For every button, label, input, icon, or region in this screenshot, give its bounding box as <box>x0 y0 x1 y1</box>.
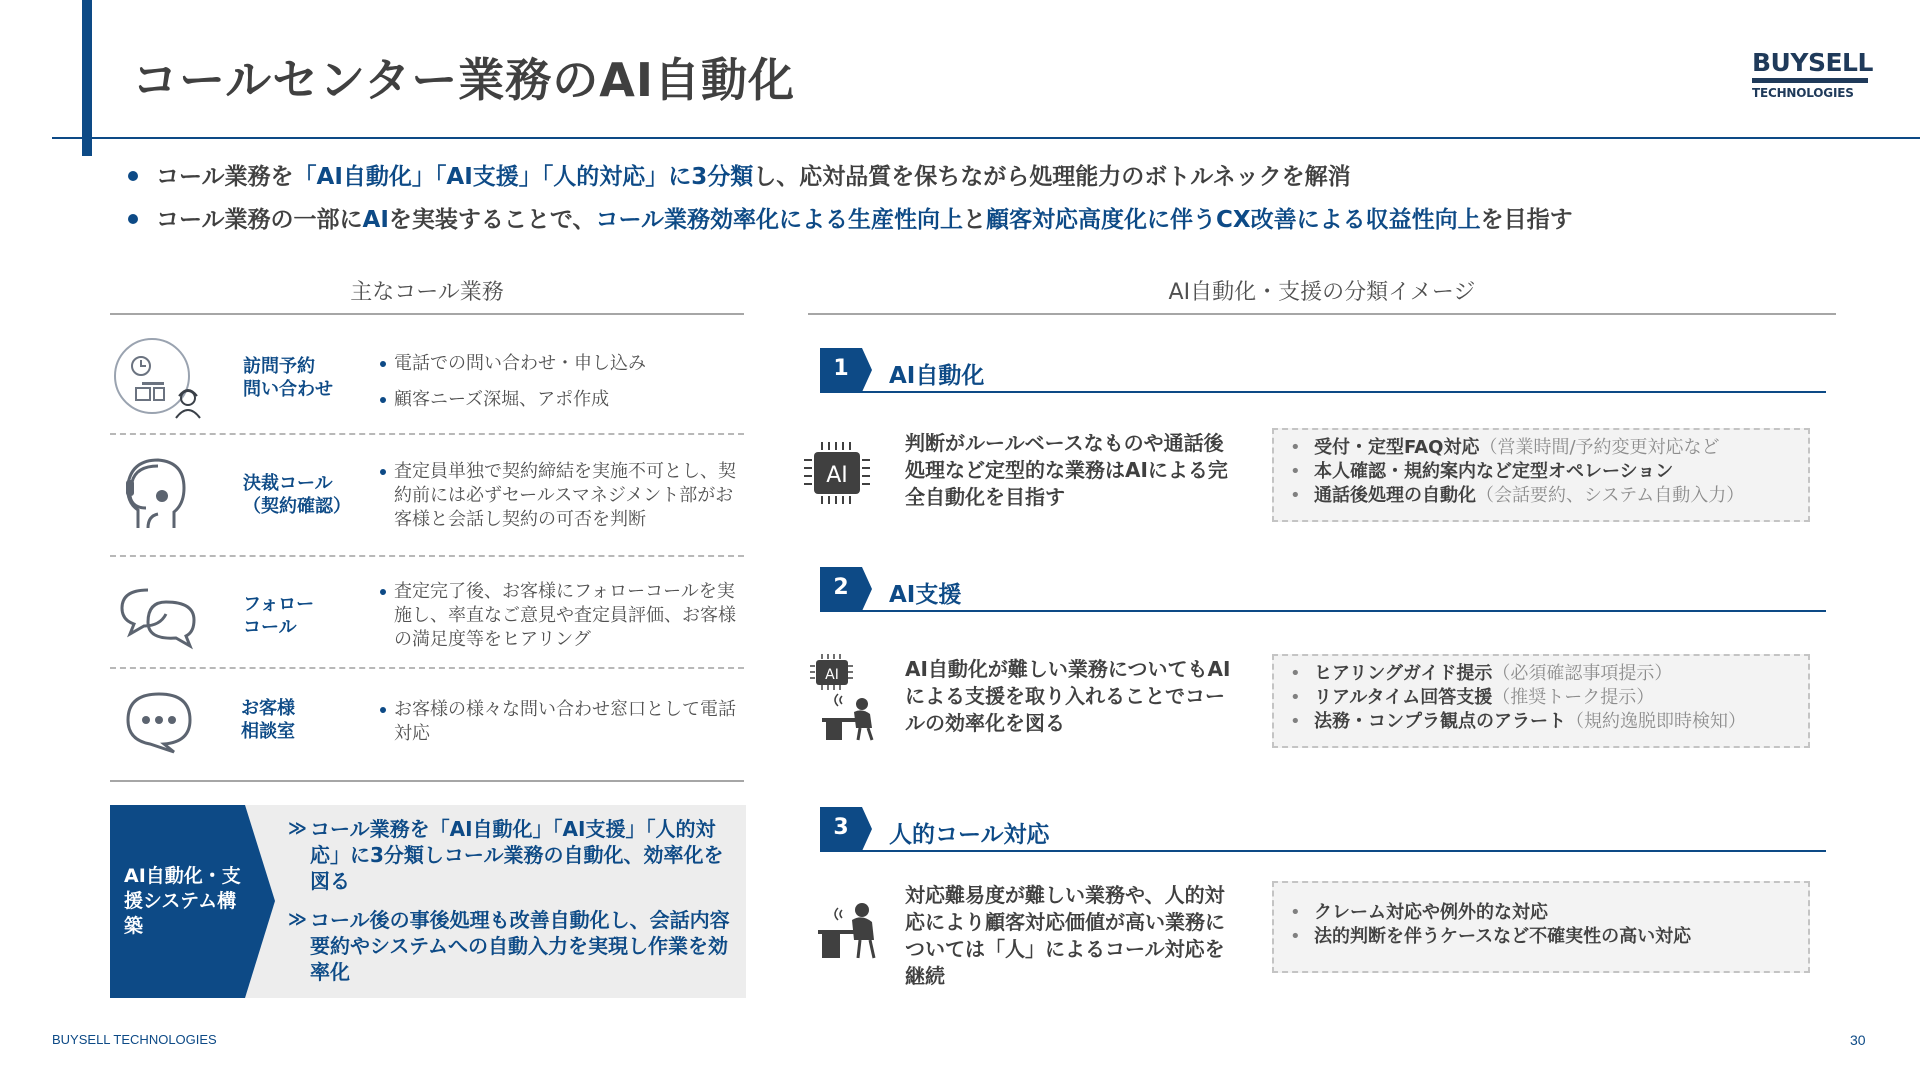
bullet-dot <box>128 171 138 181</box>
header-divider <box>52 137 1920 139</box>
bullet-text-run: コール業務の一部に <box>156 207 363 233</box>
left-heading-line <box>110 313 744 315</box>
category-3-example-2 <box>1288 925 1796 949</box>
row-2-desc <box>380 460 740 532</box>
category-2-example-1 <box>1288 662 1796 686</box>
row-4-name-line-1: お客様 <box>241 698 295 719</box>
row-1-name-line-1: 訪問予約 <box>243 356 315 377</box>
title-accent-bar <box>82 0 92 156</box>
example-main: 通話後処理の自動化 <box>1314 485 1476 506</box>
row-divider <box>110 555 744 557</box>
page-number: 30 <box>1850 1032 1866 1048</box>
double-chevron-icon: ≫ <box>288 818 307 839</box>
human-operator-icon <box>814 896 880 960</box>
category-1-example-3 <box>1288 484 1796 508</box>
row-divider <box>110 667 744 669</box>
row-2-name <box>243 472 351 518</box>
row-divider <box>110 433 744 435</box>
category-2-underline <box>820 610 1826 612</box>
highlight-text: 顧客対応高度化に伴うCX改善による収益性向上 <box>986 207 1481 233</box>
row-3-name-line-2: コール <box>243 617 297 638</box>
bullet-text-run: コール業務を <box>156 164 294 190</box>
row-3-name-line-1: フォロー <box>243 594 315 615</box>
row-4-desc-item-1: お客様の様々な問い合わせ窓口として電話対応 <box>380 698 740 746</box>
category-2-title: AI支援 <box>889 582 962 608</box>
category-3-examples <box>1272 881 1810 973</box>
row-1-name-line-2: 問い合わせ <box>243 379 333 400</box>
bullet-2-text <box>156 207 1573 233</box>
example-sub: （会話要約、システム自動入力） <box>1476 485 1745 506</box>
example-main: 受付・定型FAQ対応 <box>1314 437 1480 458</box>
highlight-text: 「AI自動化」「AI支援」「人的対応」に3分類 <box>293 164 754 190</box>
example-sub: （推奨トーク提示） <box>1492 687 1655 708</box>
ai-assisted-operator-icon <box>808 652 880 742</box>
row-3-name <box>243 593 314 639</box>
speech-bubble-dots-icon <box>124 690 194 754</box>
example-main: ヒアリングガイド提示 <box>1314 663 1493 684</box>
callout-tag-label: AI自動化・支援システム構築 <box>124 865 241 937</box>
summary-bullet-1 <box>128 158 1351 191</box>
category-2-example-2 <box>1288 686 1796 710</box>
category-3-desc: 対応難易度が難しい業務や、人的対応により顧客対応価値が高い業務については「人」によるコール対応を継続 <box>905 883 1225 988</box>
left-bottom-line <box>110 780 744 782</box>
highlight-text: コール業務効率化による生産性向上 <box>595 207 963 233</box>
category-2-example-3 <box>1288 710 1796 734</box>
row-2-name-line-2: （契約確認） <box>243 496 351 517</box>
example-main: クレーム対応や例外的な対応 <box>1314 902 1548 923</box>
row-4-name-line-2: 相談室 <box>241 721 295 742</box>
callout-item-1-text: コール業務を「AI自動化」「AI支援」「人的対応」に3分類しコール業務の自動化、効率化を図る <box>310 817 724 893</box>
company-logo <box>1752 48 1873 100</box>
row-1-desc <box>380 352 740 412</box>
category-1-desc: 判断がルールベースなものや通話後処理など定型的な業務はAIによる完全自動化を目指す <box>905 431 1228 509</box>
category-1-examples <box>1272 428 1810 522</box>
category-1-title: AI自動化 <box>889 363 985 389</box>
category-1-underline <box>820 391 1826 393</box>
highlight-text: AI <box>362 207 389 233</box>
category-1-example-2 <box>1288 460 1796 484</box>
callout-item-1 <box>288 816 730 894</box>
example-main: リアルタイム回答支援 <box>1314 687 1493 708</box>
bullet-text-run: を目指す <box>1480 207 1573 233</box>
bullet-dot <box>128 214 138 224</box>
row-4-name <box>241 697 295 743</box>
row-3-desc-item-1: 査定完了後、お客様にフォローコールを実施し、率直なご意見や査定員評価、お客様の満足度等をヒアリング <box>380 580 740 652</box>
example-main: 本人確認・規約案内など定型オペレーション <box>1314 461 1674 482</box>
category-3-underline <box>820 850 1826 852</box>
row-1-desc-item-2: 顧客ニーズ深堀、アポ作成 <box>380 388 740 412</box>
row-2-name-line-1: 決裁コール <box>243 473 333 494</box>
right-section-heading: AI自動化・支援の分類イメージ <box>1168 280 1476 305</box>
summary-bullet-2 <box>128 201 1573 234</box>
logo-bar <box>1752 78 1868 83</box>
category-3-number: 3 <box>833 815 849 840</box>
footer-company: BUYSELL TECHNOLOGIES <box>52 1032 217 1047</box>
logo-sub-text: TECHNOLOGIES <box>1752 86 1854 100</box>
category-2-number: 2 <box>833 575 849 600</box>
ai-chip-icon <box>802 440 872 506</box>
bullet-text-run: と <box>963 207 986 233</box>
callout-item-2 <box>288 907 730 985</box>
headset-operator-icon <box>118 452 194 532</box>
row-1-desc-item-1: 電話での問い合わせ・申し込み <box>380 352 740 376</box>
row-3-desc <box>380 580 740 652</box>
example-main: 法的判断を伴うケースなど不確実性の高い対応 <box>1314 926 1692 947</box>
visit-reservation-icon <box>112 336 206 420</box>
bullet-1-text <box>156 164 1351 190</box>
row-1-name <box>243 355 333 401</box>
example-sub: （必須確認事項提示） <box>1492 663 1673 684</box>
bullet-text-run: し、応対品質を保ちながら処理能力のボトルネックを解消 <box>753 164 1351 190</box>
category-2-desc: AI自動化が難しい業務についてもAIによる支援を取り入れることでコールの効率化を図る <box>905 657 1231 735</box>
bullet-text-run: を実装することで、 <box>388 207 596 233</box>
category-3-example-1 <box>1288 901 1796 925</box>
left-section-heading: 主なコール業務 <box>350 280 504 305</box>
svg-text:AI: AI <box>825 667 839 683</box>
double-chevron-icon: ≫ <box>288 909 307 930</box>
svg-text:AI: AI <box>826 463 848 488</box>
example-main: 法務・コンプラ観点のアラート <box>1314 711 1566 732</box>
category-2-examples <box>1272 654 1810 748</box>
category-3-title: 人的コール対応 <box>889 822 1050 848</box>
chat-bubbles-icon <box>118 584 198 650</box>
page-title: コールセンター業務のAI自動化 <box>132 53 795 107</box>
category-1-number: 1 <box>833 356 849 381</box>
example-sub: （営業時間/予約変更対応など <box>1479 437 1720 458</box>
row-2-desc-item-1: 査定員単独で契約締結を実施不可とし、契約前には必ずセールスマネジメント部がお客様と会話し契約の可否を判断 <box>380 460 740 532</box>
row-4-desc <box>380 698 740 746</box>
logo-main-text: BUYSELL <box>1752 48 1873 77</box>
right-heading-line <box>808 313 1836 315</box>
callout-item-2-text: コール後の事後処理も改善自動化し、会話内容要約やシステムへの自動入力を実現し作業を効率化 <box>310 908 730 984</box>
category-1-example-1 <box>1288 436 1796 460</box>
example-sub: （規約逸脱即時検知） <box>1566 711 1746 732</box>
